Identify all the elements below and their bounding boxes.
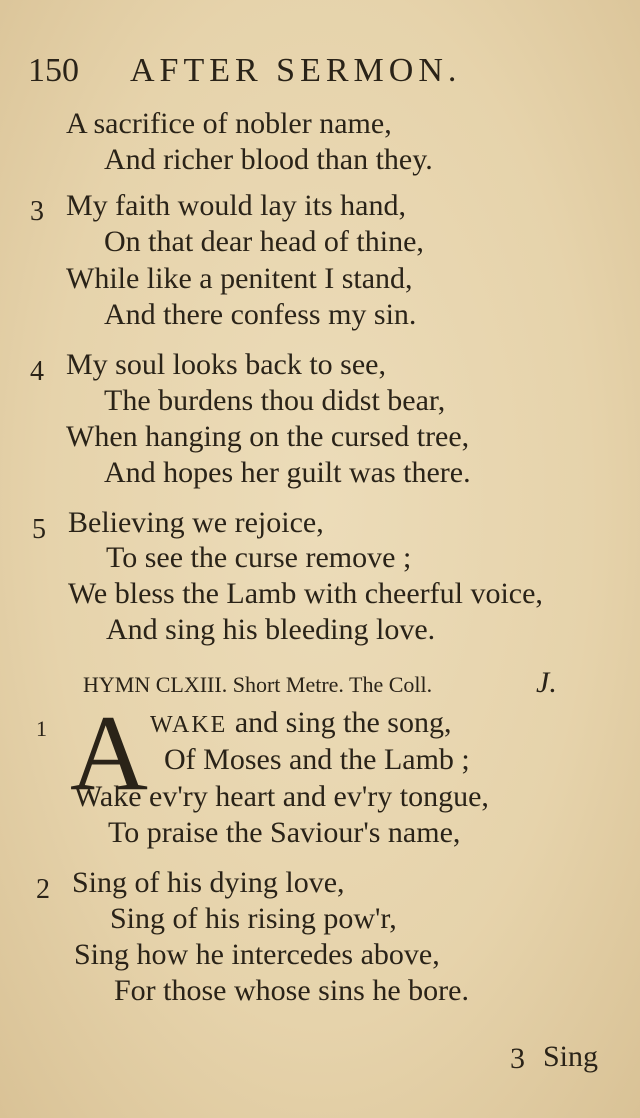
hymn-line: Believing we rejoice, bbox=[68, 506, 324, 539]
verse-number: 4 bbox=[30, 356, 44, 387]
hymn-line: And hopes her guilt was there. bbox=[104, 456, 471, 489]
verse-number: 2 bbox=[36, 874, 50, 905]
hymn-line: For those whose sins he bore. bbox=[114, 974, 469, 1007]
hymn-line: My faith would lay its hand, bbox=[66, 189, 406, 222]
catchword-number: 3 bbox=[510, 1042, 525, 1075]
first-line bbox=[150, 706, 451, 740]
hymn-line: While like a penitent I stand, bbox=[66, 262, 413, 295]
hymn-line: To see the curse remove ; bbox=[106, 541, 412, 574]
hymn-line: A sacrifice of nobler name, bbox=[66, 107, 392, 140]
hymn-line: And richer blood than they. bbox=[104, 143, 433, 176]
hymn-line: The burdens thou didst bear, bbox=[104, 384, 446, 417]
hymn-author-letter: J. bbox=[536, 666, 557, 699]
hymn-line: On that dear head of thine, bbox=[104, 225, 424, 258]
hymn-line: We bless the Lamb with cheerful voice, bbox=[68, 577, 543, 610]
hymn-line: Of Moses and the Lamb ; bbox=[164, 743, 470, 776]
hymn-line: And sing his bleeding love. bbox=[106, 613, 436, 646]
first-word: WAKE bbox=[150, 712, 228, 738]
hymn-line: Sing of his dying love, bbox=[72, 866, 345, 899]
drop-cap: A bbox=[70, 694, 148, 813]
first-line-text: and sing the song, bbox=[234, 706, 452, 739]
hymn-line: Sing of his rising pow'r, bbox=[110, 902, 397, 935]
hymn-line: Sing how he intercedes above, bbox=[74, 938, 440, 971]
hymn-line: To praise the Saviour's name, bbox=[108, 816, 461, 849]
hymn-line: And there confess my sin. bbox=[104, 298, 417, 331]
hymn-line: Wake ev'ry heart and ev'ry tongue, bbox=[74, 780, 489, 813]
hymn-line: When hanging on the cursed tree, bbox=[66, 420, 470, 453]
hymn-line: My soul looks back to see, bbox=[66, 348, 386, 381]
verse-number: 1 bbox=[36, 716, 47, 741]
running-title: AFTER SERMON. bbox=[130, 52, 462, 89]
verse-number: 5 bbox=[32, 514, 46, 545]
catchword: Sing bbox=[543, 1040, 599, 1073]
verse-number: 3 bbox=[30, 196, 44, 227]
hymn-heading: HYMN CLXIII. Short Metre. The Coll. bbox=[83, 672, 433, 697]
page-number: 150 bbox=[28, 52, 79, 89]
